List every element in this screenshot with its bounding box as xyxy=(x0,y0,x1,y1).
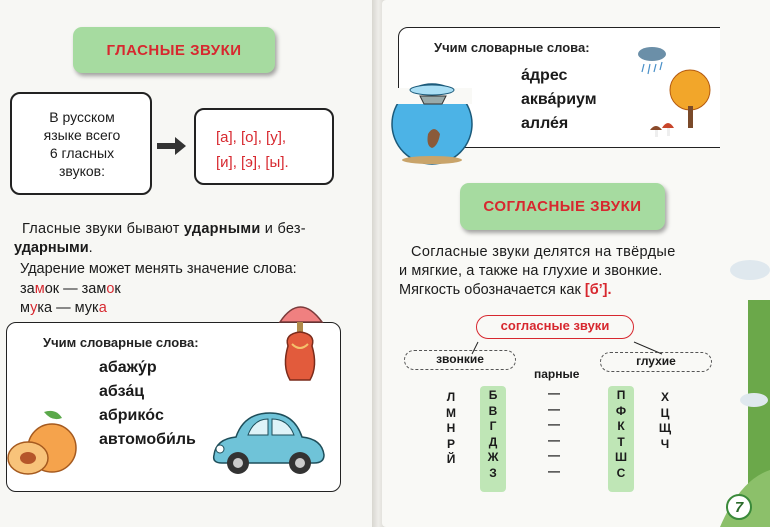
letter-ch: Ч xyxy=(660,436,670,451)
page-number-badge xyxy=(726,494,752,520)
word-3: абрико́с xyxy=(99,407,164,424)
paired-label: парные xyxy=(534,367,580,381)
pair-dash: — xyxy=(548,417,560,431)
voiceless-label: глухие xyxy=(600,352,712,372)
autumn-illustration xyxy=(632,44,722,144)
example-2: мука — мука xyxy=(20,300,107,316)
word-akvarium: аква́риум xyxy=(521,91,597,108)
voiced-paired-box xyxy=(480,386,506,492)
voiced-unpaired-column xyxy=(444,390,458,468)
arrow-right-icon xyxy=(157,136,187,156)
letter-sch: Щ xyxy=(658,421,672,435)
letter-zh: Ж xyxy=(487,450,499,464)
pair-dash: — xyxy=(548,386,560,400)
consonants-para-1: Согласные звуки делятся на твёрдые xyxy=(411,244,676,260)
right-page xyxy=(382,0,770,527)
letter-v: В xyxy=(488,403,498,418)
pair-dashes-column xyxy=(544,386,564,479)
car-illustration xyxy=(208,405,328,480)
lamp-illustration xyxy=(270,296,330,388)
para1-bold-2: ударными xyxy=(14,240,89,256)
vowels-title: ГЛАСНЫЕ ЗВУКИ xyxy=(106,41,242,59)
letter-g: Г xyxy=(489,419,497,433)
vowels-row-2: [и], [э], [ы]. xyxy=(216,154,289,171)
consonants-title: СОГЛАСНЫЕ ЗВУКИ xyxy=(483,198,642,215)
para2: Ударение может менять значение слова: xyxy=(20,261,297,277)
letter-k: К xyxy=(617,419,625,433)
voiced-label: звонкие xyxy=(404,350,516,370)
pair-dash: — xyxy=(548,401,560,416)
pair-dash: — xyxy=(548,448,560,462)
letter-l: Л xyxy=(446,390,456,404)
left-page xyxy=(0,0,378,527)
letter-d: Д xyxy=(488,434,498,449)
letter-m: М xyxy=(446,405,456,420)
letter-z: З xyxy=(489,465,497,480)
dictionary-title-right: Учим словарные слова: xyxy=(434,40,590,55)
letter-n: Н xyxy=(446,421,456,435)
dictionary-title-left: Учим словарные слова: xyxy=(43,335,199,350)
example-1: замок — замок xyxy=(20,281,121,297)
para1-text: Гласные звуки бывают xyxy=(22,221,184,237)
voiceless-paired-box xyxy=(608,386,634,492)
page-number: 7 xyxy=(734,498,744,516)
letter-sh: Ш xyxy=(614,450,628,464)
consonants-para-3: Мягкость обозначается как [б’]. xyxy=(399,282,612,298)
intro-line-3: 6 гласных xyxy=(49,145,115,161)
peach-illustration xyxy=(4,408,82,480)
letter-p: П xyxy=(616,388,626,402)
consonants-paragraph xyxy=(399,243,729,300)
para1-bold: ударными xyxy=(183,221,261,237)
pair-dash: — xyxy=(548,432,560,447)
consonants-diagram xyxy=(382,310,770,510)
intro-line-1: В русском xyxy=(49,109,115,125)
letter-ts: Ц xyxy=(660,405,670,420)
intro-line-4: звуков: xyxy=(59,163,105,179)
word-1: абажу́р xyxy=(99,359,157,376)
word-2: абза́ц xyxy=(99,383,145,400)
para1-text-2: и без- xyxy=(260,221,306,237)
vowels-title-badge xyxy=(73,27,275,73)
vowels-box xyxy=(194,108,334,185)
letter-b: Б xyxy=(488,388,498,402)
intro-box xyxy=(10,92,152,195)
vowels-row-1: [а], [о], [у], xyxy=(216,129,287,146)
voiceless-unpaired-column xyxy=(658,390,672,452)
consonants-para-2: и мягкие, а также на глухие и звонкие. xyxy=(399,263,663,279)
word-4: автомоби́ль xyxy=(99,431,196,448)
letter-r: Р xyxy=(446,436,455,451)
diagram-root-label: согласные звуки xyxy=(476,315,634,339)
intro-line-2: языке всего xyxy=(43,127,121,143)
landscape-strip xyxy=(720,0,770,527)
pair-dash: — xyxy=(548,463,560,478)
letter-s: С xyxy=(616,465,626,480)
letter-h: Х xyxy=(660,390,669,404)
letter-t: Т xyxy=(617,434,625,449)
word-alleya: алле́я xyxy=(521,115,569,132)
letter-f: Ф xyxy=(615,403,627,418)
consonants-title-badge xyxy=(460,183,665,230)
aquarium-illustration xyxy=(388,74,476,166)
letter-y: Й xyxy=(446,452,456,466)
word-adres: а́дрес xyxy=(521,67,568,84)
para1-dot: . xyxy=(88,240,93,256)
